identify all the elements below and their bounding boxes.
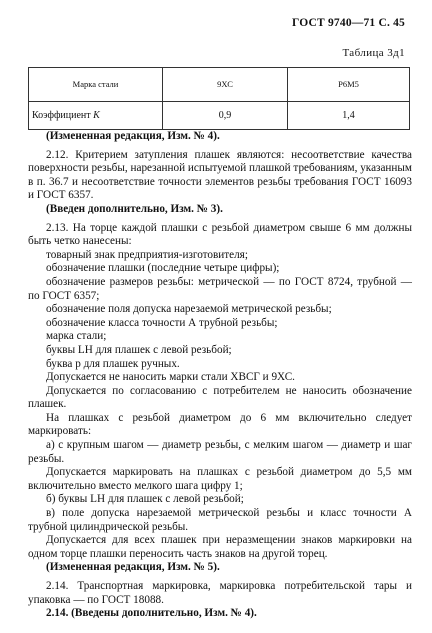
amendment-note: (Введен дополнительно, Изм. № 3). — [46, 202, 223, 215]
amendment-note: 2.14. (Введены дополнительно, Изм. № 4). — [46, 607, 257, 620]
paragraph: марка стали; — [46, 330, 107, 343]
paragraph: Допускается маркировать на плашках с резьбой диаметром до 5,5 мм включительно вместо мелкого шага цифру 1; — [28, 466, 412, 492]
table-header-row — [29, 68, 410, 102]
page-header: ГОСТ 9740—71 С. 45 — [292, 17, 405, 29]
paragraph: обозначение класса точности А трубной резьбы; — [46, 316, 278, 329]
paragraph: обозначение плашки (последние четыре цифры); — [46, 262, 280, 275]
table-header-steel-grade: Марка стали — [29, 68, 163, 102]
paragraph: Допускается для всех плашек при неразмещении знаков маркировки на одном торце плашки переносить часть знаков на другой торец. — [28, 534, 412, 560]
paragraph: в) поле допуска нарезаемой метрической резьбы и класс точности А трубной цилиндрической резьбы. — [28, 507, 412, 533]
table-row — [29, 102, 410, 130]
paragraph: 2.13. На торце каждой плашки с резьбой диаметром свыше 6 мм должны быть четко нанесены: — [28, 221, 412, 248]
amendment-note: (Измененная редакция, Изм. № 5). — [46, 561, 220, 574]
document-body — [28, 130, 412, 621]
table-header-9xs: 9ХС — [163, 68, 288, 102]
paragraph: обозначение размеров резьбы: метрической — по ГОСТ 8724, трубной — по ГОСТ 6357; — [28, 275, 412, 302]
table-cell-r6m5: 1,4 — [288, 102, 410, 130]
coefficient-symbol: K — [93, 109, 100, 121]
paragraph: буква p для плашек ручных. — [46, 357, 180, 370]
coefficient-label: Коэффициент — [32, 109, 91, 121]
paragraph: обозначение поля допуска нарезаемой метрической резьбы; — [46, 303, 332, 316]
paragraph: Допускается не наносить марки стали ХВСГ и 9ХС. — [46, 371, 295, 384]
paragraph: товарный знак предприятия-изготовителя; — [46, 248, 248, 261]
table-cell-9xs: 0,9 — [163, 102, 288, 130]
table-header-r6m5: Р6М5 — [288, 68, 410, 102]
amendment-note: (Измененная редакция, Изм. № 4). — [46, 130, 220, 142]
paragraph: б) буквы LH для плашек с левой резьбой; — [46, 493, 244, 506]
paragraph: буквы LH для плашек с левой резьбой; — [46, 343, 232, 356]
table-row-label — [29, 102, 163, 130]
table-caption: Таблица 3д1 — [342, 47, 405, 59]
paragraph: Допускается по согласованию с потребителем не наносить обозначение плашек. — [28, 384, 412, 411]
paragraph: а) с крупным шагом — диаметр резьбы, с мелким шагом — диаметр и шаг резьбы. — [28, 439, 412, 465]
steel-coefficient-table — [28, 67, 410, 130]
paragraph: 2.14. Транспортная маркировка, маркировка потребительской тары и упаковка — по ГОСТ 18088. — [28, 580, 412, 606]
paragraph: На плашках с резьбой диаметром до 6 мм включительно следует маркировать: — [28, 411, 412, 438]
paragraph: 2.12. Критерием затупления плашек являются: несоответствие качества поверхности резьбы, нарезанной испытуемой плашкой требованиям, указанным в п. 36.7 и несоответствие точности элементов резьбы требования ГОСТ 16093 и ГОСТ 6357. — [28, 148, 412, 202]
